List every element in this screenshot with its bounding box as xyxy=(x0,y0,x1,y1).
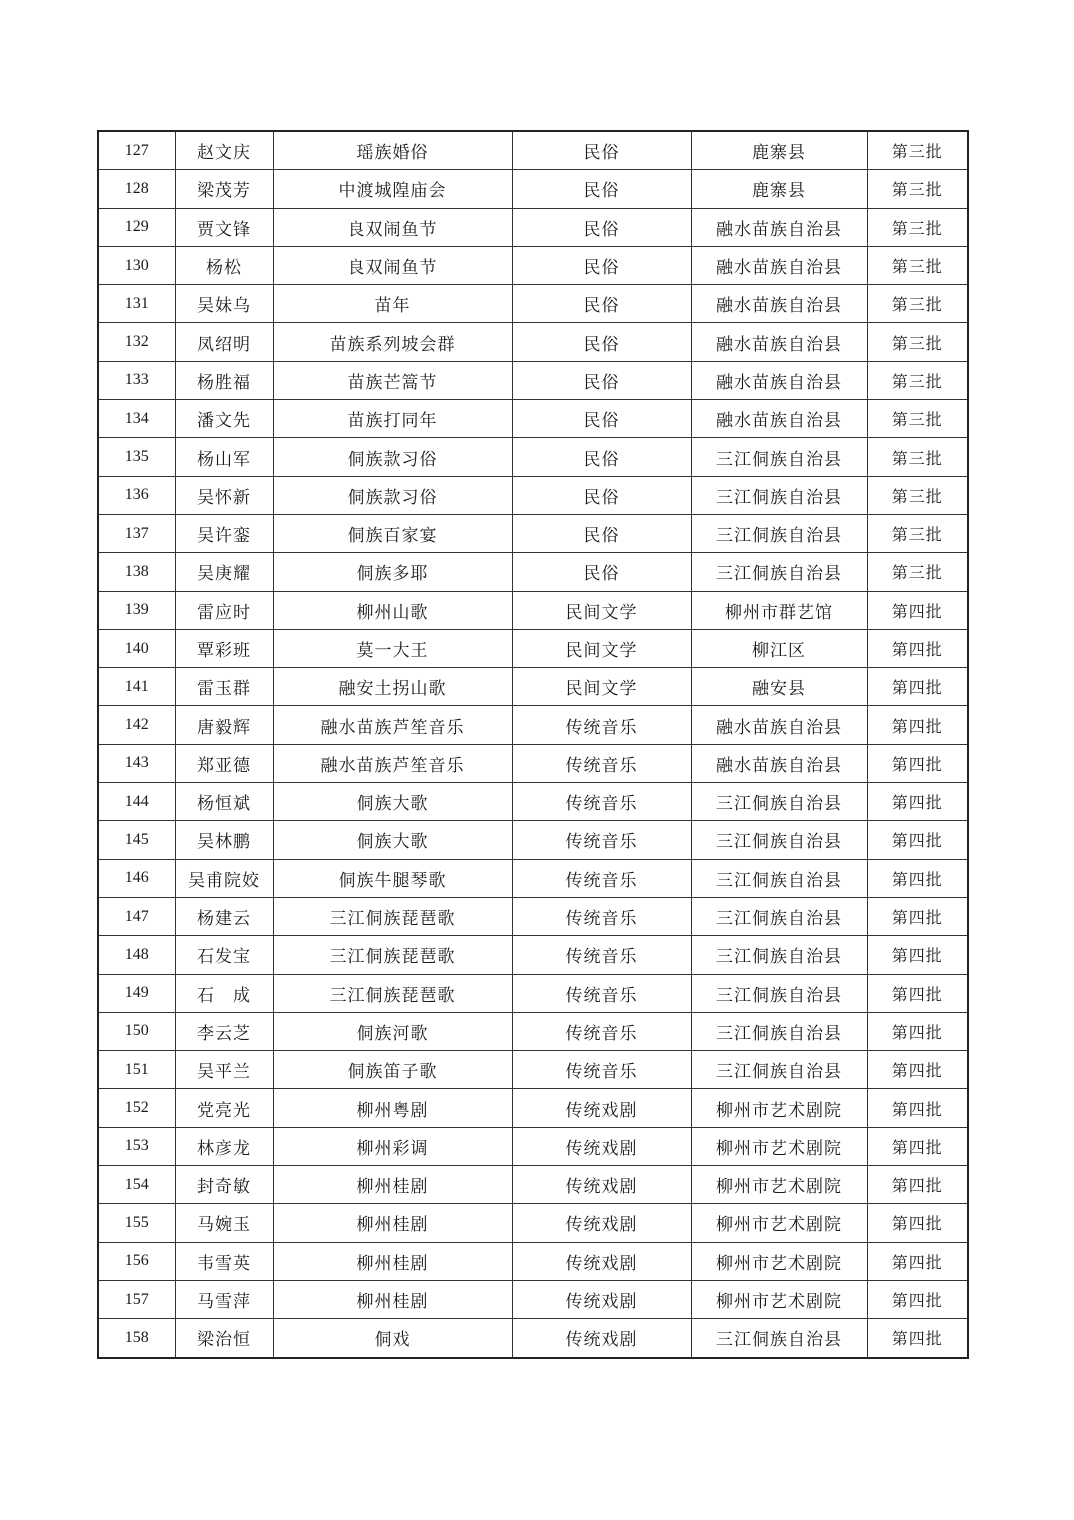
batch-cell: 第四批 xyxy=(867,1012,968,1050)
row-number-cell: 141 xyxy=(98,668,175,706)
category-cell: 传统音乐 xyxy=(512,706,691,744)
table-row xyxy=(98,859,968,897)
row-number-cell: 145 xyxy=(98,821,175,859)
batch-cell: 第四批 xyxy=(867,668,968,706)
category-cell: 民俗 xyxy=(512,323,691,361)
batch-cell: 第四批 xyxy=(867,591,968,629)
batch-cell: 第三批 xyxy=(867,514,968,552)
inheritor-name-cell: 唐毅辉 xyxy=(175,706,273,744)
category-cell: 传统音乐 xyxy=(512,859,691,897)
table-row xyxy=(98,323,968,361)
category-cell: 民间文学 xyxy=(512,591,691,629)
table-row xyxy=(98,1012,968,1050)
row-number-cell: 132 xyxy=(98,323,175,361)
row-number-cell: 128 xyxy=(98,170,175,208)
inheritor-name-cell: 吴妹乌 xyxy=(175,285,273,323)
batch-cell: 第四批 xyxy=(867,783,968,821)
row-number-cell: 133 xyxy=(98,361,175,399)
project-name-cell: 柳州桂剧 xyxy=(273,1166,512,1204)
row-number-cell: 134 xyxy=(98,400,175,438)
applicant-unit-cell: 融水苗族自治县 xyxy=(691,400,867,438)
applicant-unit-cell: 融水苗族自治县 xyxy=(691,706,867,744)
inheritor-name-cell: 吴怀新 xyxy=(175,476,273,514)
batch-cell: 第四批 xyxy=(867,706,968,744)
batch-cell: 第三批 xyxy=(867,438,968,476)
inheritor-name-cell: 石发宝 xyxy=(175,936,273,974)
category-cell: 民俗 xyxy=(512,400,691,438)
batch-cell: 第四批 xyxy=(867,744,968,782)
category-cell: 传统戏剧 xyxy=(512,1280,691,1318)
row-number-cell: 131 xyxy=(98,285,175,323)
project-name-cell: 苗族芒篙节 xyxy=(273,361,512,399)
inheritor-name-cell: 吴林鹏 xyxy=(175,821,273,859)
batch-cell: 第四批 xyxy=(867,1280,968,1318)
category-cell: 民俗 xyxy=(512,208,691,246)
table-row xyxy=(98,974,968,1012)
applicant-unit-cell: 柳州市艺术剧院 xyxy=(691,1204,867,1242)
batch-cell: 第三批 xyxy=(867,131,968,170)
inheritor-name-cell: 潘文先 xyxy=(175,400,273,438)
table-row xyxy=(98,1166,968,1204)
batch-cell: 第三批 xyxy=(867,246,968,284)
table-row xyxy=(98,744,968,782)
category-cell: 传统戏剧 xyxy=(512,1204,691,1242)
inheritor-name-cell: 梁茂芳 xyxy=(175,170,273,208)
inheritor-name-cell: 杨恒斌 xyxy=(175,783,273,821)
table-body xyxy=(98,131,968,1358)
category-cell: 传统音乐 xyxy=(512,744,691,782)
project-name-cell: 柳州桂剧 xyxy=(273,1242,512,1280)
applicant-unit-cell: 三江侗族自治县 xyxy=(691,1012,867,1050)
category-cell: 民俗 xyxy=(512,476,691,514)
row-number-cell: 138 xyxy=(98,553,175,591)
inheritor-name-cell: 杨建云 xyxy=(175,897,273,935)
table-row xyxy=(98,1127,968,1165)
project-name-cell: 三江侗族琵琶歌 xyxy=(273,974,512,1012)
applicant-unit-cell: 鹿寨县 xyxy=(691,131,867,170)
table-row xyxy=(98,897,968,935)
table-row xyxy=(98,1280,968,1318)
row-number-cell: 130 xyxy=(98,246,175,284)
category-cell: 传统戏剧 xyxy=(512,1319,691,1358)
table-row xyxy=(98,1319,968,1358)
row-number-cell: 157 xyxy=(98,1280,175,1318)
batch-cell: 第四批 xyxy=(867,974,968,1012)
applicant-unit-cell: 融水苗族自治县 xyxy=(691,246,867,284)
project-name-cell: 融水苗族芦笙音乐 xyxy=(273,744,512,782)
batch-cell: 第三批 xyxy=(867,323,968,361)
table-row xyxy=(98,170,968,208)
applicant-unit-cell: 鹿寨县 xyxy=(691,170,867,208)
inheritor-name-cell: 石 成 xyxy=(175,974,273,1012)
applicant-unit-cell: 柳州市艺术剧院 xyxy=(691,1089,867,1127)
batch-cell: 第三批 xyxy=(867,553,968,591)
batch-cell: 第四批 xyxy=(867,1051,968,1089)
category-cell: 传统音乐 xyxy=(512,936,691,974)
row-number-cell: 127 xyxy=(98,131,175,170)
inheritor-name-cell: 马婉玉 xyxy=(175,1204,273,1242)
table-row xyxy=(98,553,968,591)
row-number-cell: 146 xyxy=(98,859,175,897)
category-cell: 民俗 xyxy=(512,514,691,552)
project-name-cell: 柳州桂剧 xyxy=(273,1204,512,1242)
project-name-cell: 侗族笛子歌 xyxy=(273,1051,512,1089)
batch-cell: 第三批 xyxy=(867,285,968,323)
row-number-cell: 151 xyxy=(98,1051,175,1089)
applicant-unit-cell: 三江侗族自治县 xyxy=(691,859,867,897)
batch-cell: 第四批 xyxy=(867,1089,968,1127)
applicant-unit-cell: 三江侗族自治县 xyxy=(691,476,867,514)
batch-cell: 第三批 xyxy=(867,361,968,399)
batch-cell: 第四批 xyxy=(867,821,968,859)
row-number-cell: 154 xyxy=(98,1166,175,1204)
inheritor-name-cell: 杨胜福 xyxy=(175,361,273,399)
project-name-cell: 苗年 xyxy=(273,285,512,323)
batch-cell: 第三批 xyxy=(867,170,968,208)
batch-cell: 第三批 xyxy=(867,476,968,514)
project-name-cell: 良双闹鱼节 xyxy=(273,246,512,284)
applicant-unit-cell: 三江侗族自治县 xyxy=(691,1319,867,1358)
table-row xyxy=(98,1242,968,1280)
category-cell: 传统戏剧 xyxy=(512,1166,691,1204)
project-name-cell: 莫一大王 xyxy=(273,629,512,667)
batch-cell: 第四批 xyxy=(867,1166,968,1204)
category-cell: 传统音乐 xyxy=(512,1051,691,1089)
inheritor-name-cell: 马雪萍 xyxy=(175,1280,273,1318)
table-row xyxy=(98,936,968,974)
category-cell: 民俗 xyxy=(512,285,691,323)
table-row xyxy=(98,131,968,170)
inheritor-name-cell: 杨山军 xyxy=(175,438,273,476)
category-cell: 传统音乐 xyxy=(512,1012,691,1050)
inheritor-name-cell: 梁治恒 xyxy=(175,1319,273,1358)
batch-cell: 第四批 xyxy=(867,859,968,897)
inheritor-name-cell: 覃彩班 xyxy=(175,629,273,667)
inheritor-name-cell: 雷应时 xyxy=(175,591,273,629)
category-cell: 民俗 xyxy=(512,361,691,399)
applicant-unit-cell: 柳州市艺术剧院 xyxy=(691,1127,867,1165)
inheritor-name-cell: 李云芝 xyxy=(175,1012,273,1050)
inheritor-name-cell: 吴甫院姣 xyxy=(175,859,273,897)
row-number-cell: 147 xyxy=(98,897,175,935)
project-name-cell: 侗族大歌 xyxy=(273,783,512,821)
project-name-cell: 侗族大歌 xyxy=(273,821,512,859)
row-number-cell: 149 xyxy=(98,974,175,1012)
category-cell: 传统音乐 xyxy=(512,821,691,859)
project-name-cell: 苗族系列坡会群 xyxy=(273,323,512,361)
applicant-unit-cell: 三江侗族自治县 xyxy=(691,1051,867,1089)
category-cell: 民俗 xyxy=(512,246,691,284)
table-row xyxy=(98,514,968,552)
batch-cell: 第四批 xyxy=(867,1204,968,1242)
inheritor-name-cell: 贾文锋 xyxy=(175,208,273,246)
table-row xyxy=(98,208,968,246)
batch-cell: 第四批 xyxy=(867,1242,968,1280)
table-row xyxy=(98,821,968,859)
batch-cell: 第三批 xyxy=(867,400,968,438)
applicant-unit-cell: 柳江区 xyxy=(691,629,867,667)
category-cell: 民俗 xyxy=(512,131,691,170)
category-cell: 传统音乐 xyxy=(512,897,691,935)
project-name-cell: 侗族百家宴 xyxy=(273,514,512,552)
row-number-cell: 156 xyxy=(98,1242,175,1280)
table-row xyxy=(98,783,968,821)
applicant-unit-cell: 融水苗族自治县 xyxy=(691,208,867,246)
project-name-cell: 侗族款习俗 xyxy=(273,476,512,514)
row-number-cell: 148 xyxy=(98,936,175,974)
table-row xyxy=(98,285,968,323)
row-number-cell: 140 xyxy=(98,629,175,667)
table-row xyxy=(98,400,968,438)
inheritor-name-cell: 吴庚耀 xyxy=(175,553,273,591)
batch-cell: 第四批 xyxy=(867,1319,968,1358)
project-name-cell: 侗族款习俗 xyxy=(273,438,512,476)
row-number-cell: 142 xyxy=(98,706,175,744)
applicant-unit-cell: 融水苗族自治县 xyxy=(691,744,867,782)
applicant-unit-cell: 三江侗族自治县 xyxy=(691,821,867,859)
table-row xyxy=(98,591,968,629)
project-name-cell: 侗族牛腿琴歌 xyxy=(273,859,512,897)
project-name-cell: 三江侗族琵琶歌 xyxy=(273,936,512,974)
project-name-cell: 融水苗族芦笙音乐 xyxy=(273,706,512,744)
row-number-cell: 129 xyxy=(98,208,175,246)
category-cell: 民间文学 xyxy=(512,629,691,667)
category-cell: 传统音乐 xyxy=(512,783,691,821)
project-name-cell: 三江侗族琵琶歌 xyxy=(273,897,512,935)
inheritor-name-cell: 杨松 xyxy=(175,246,273,284)
applicant-unit-cell: 柳州市艺术剧院 xyxy=(691,1166,867,1204)
inheritor-name-cell: 吴许銮 xyxy=(175,514,273,552)
applicant-unit-cell: 融水苗族自治县 xyxy=(691,285,867,323)
table-row xyxy=(98,668,968,706)
inheritor-name-cell: 郑亚德 xyxy=(175,744,273,782)
table-row xyxy=(98,1089,968,1127)
inheritor-name-cell: 吴平兰 xyxy=(175,1051,273,1089)
table-row xyxy=(98,246,968,284)
inheritor-name-cell: 林彦龙 xyxy=(175,1127,273,1165)
row-number-cell: 135 xyxy=(98,438,175,476)
applicant-unit-cell: 三江侗族自治县 xyxy=(691,974,867,1012)
row-number-cell: 144 xyxy=(98,783,175,821)
batch-cell: 第四批 xyxy=(867,629,968,667)
applicant-unit-cell: 融水苗族自治县 xyxy=(691,323,867,361)
project-name-cell: 柳州粤剧 xyxy=(273,1089,512,1127)
project-name-cell: 柳州山歌 xyxy=(273,591,512,629)
applicant-unit-cell: 三江侗族自治县 xyxy=(691,783,867,821)
table-row xyxy=(98,1204,968,1242)
project-name-cell: 侗族河歌 xyxy=(273,1012,512,1050)
row-number-cell: 158 xyxy=(98,1319,175,1358)
row-number-cell: 143 xyxy=(98,744,175,782)
table-row xyxy=(98,476,968,514)
category-cell: 民俗 xyxy=(512,438,691,476)
category-cell: 传统戏剧 xyxy=(512,1089,691,1127)
row-number-cell: 137 xyxy=(98,514,175,552)
applicant-unit-cell: 三江侗族自治县 xyxy=(691,514,867,552)
inheritor-name-cell: 赵文庆 xyxy=(175,131,273,170)
category-cell: 民俗 xyxy=(512,553,691,591)
row-number-cell: 136 xyxy=(98,476,175,514)
batch-cell: 第四批 xyxy=(867,1127,968,1165)
applicant-unit-cell: 三江侗族自治县 xyxy=(691,897,867,935)
batch-cell: 第四批 xyxy=(867,936,968,974)
row-number-cell: 150 xyxy=(98,1012,175,1050)
inheritor-table xyxy=(97,130,969,1359)
inheritor-name-cell: 党亮光 xyxy=(175,1089,273,1127)
project-name-cell: 侗族多耶 xyxy=(273,553,512,591)
table-row xyxy=(98,629,968,667)
applicant-unit-cell: 三江侗族自治县 xyxy=(691,936,867,974)
inheritor-name-cell: 凤绍明 xyxy=(175,323,273,361)
project-name-cell: 融安土拐山歌 xyxy=(273,668,512,706)
batch-cell: 第四批 xyxy=(867,897,968,935)
inheritor-name-cell: 韦雪英 xyxy=(175,1242,273,1280)
category-cell: 传统戏剧 xyxy=(512,1242,691,1280)
project-name-cell: 中渡城隍庙会 xyxy=(273,170,512,208)
row-number-cell: 155 xyxy=(98,1204,175,1242)
table-row xyxy=(98,706,968,744)
inheritor-name-cell: 雷玉群 xyxy=(175,668,273,706)
applicant-unit-cell: 柳州市艺术剧院 xyxy=(691,1280,867,1318)
project-name-cell: 柳州桂剧 xyxy=(273,1280,512,1318)
row-number-cell: 153 xyxy=(98,1127,175,1165)
project-name-cell: 侗戏 xyxy=(273,1319,512,1358)
applicant-unit-cell: 柳州市艺术剧院 xyxy=(691,1242,867,1280)
project-name-cell: 柳州彩调 xyxy=(273,1127,512,1165)
project-name-cell: 瑶族婚俗 xyxy=(273,131,512,170)
table-row xyxy=(98,361,968,399)
table-row xyxy=(98,1051,968,1089)
applicant-unit-cell: 柳州市群艺馆 xyxy=(691,591,867,629)
category-cell: 传统音乐 xyxy=(512,974,691,1012)
inheritor-name-cell: 封奇敏 xyxy=(175,1166,273,1204)
applicant-unit-cell: 三江侗族自治县 xyxy=(691,553,867,591)
applicant-unit-cell: 融水苗族自治县 xyxy=(691,361,867,399)
category-cell: 民间文学 xyxy=(512,668,691,706)
project-name-cell: 苗族打同年 xyxy=(273,400,512,438)
table-row xyxy=(98,438,968,476)
category-cell: 传统戏剧 xyxy=(512,1127,691,1165)
project-name-cell: 良双闹鱼节 xyxy=(273,208,512,246)
row-number-cell: 152 xyxy=(98,1089,175,1127)
category-cell: 民俗 xyxy=(512,170,691,208)
batch-cell: 第三批 xyxy=(867,208,968,246)
row-number-cell: 139 xyxy=(98,591,175,629)
applicant-unit-cell: 三江侗族自治县 xyxy=(691,438,867,476)
applicant-unit-cell: 融安县 xyxy=(691,668,867,706)
